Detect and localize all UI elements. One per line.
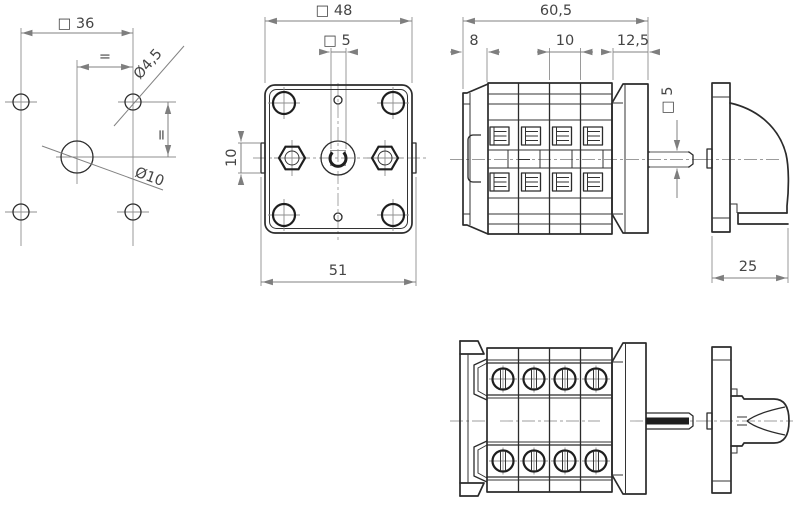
rear-flange-bottom: [460, 341, 487, 496]
rear-flange-side: [463, 84, 488, 234]
switch-body-front: [265, 85, 412, 233]
dim-label-25: 25: [738, 259, 758, 275]
handle-side-view: [700, 83, 788, 283]
hex-nut-right: [367, 140, 403, 176]
dim-label-square36: □ 36: [57, 16, 95, 32]
handle-plate-bottom: [712, 347, 731, 493]
dim-label-dia-4-5: Ø4,5: [130, 46, 166, 83]
bottom-handle-view: [698, 347, 793, 493]
dim-label-equal-top: =: [98, 49, 112, 65]
dim-label-10-tab: 10: [224, 148, 240, 167]
dim-label-shaft-square5: □ 5: [660, 86, 676, 114]
switch-body-side: [488, 83, 612, 234]
terminals-side: [490, 127, 603, 191]
dim-label-10-section: 10: [555, 33, 575, 49]
bottom-switch-view: [450, 341, 708, 496]
corner-screws: [268, 87, 409, 231]
dim-label-equal-right: =: [154, 128, 170, 141]
hex-nut-left: [274, 140, 310, 176]
front-plate-side: [612, 84, 648, 233]
dim-label-51: 51: [328, 263, 348, 279]
shaft-bottom: [646, 413, 693, 429]
handle-plate-side: [712, 83, 730, 232]
front-view: [224, 3, 428, 286]
dim-label-12-5: 12,5: [616, 33, 650, 49]
dim-label-square48: □ 48: [315, 3, 353, 19]
handle-knob-side: [730, 103, 788, 224]
drilling-plan-view: [5, 16, 184, 246]
side-view: [450, 3, 702, 234]
dim-label-8: 8: [469, 33, 479, 49]
dim-label-60-5: 60,5: [539, 3, 573, 19]
front-plate-bottom: [612, 343, 646, 494]
dim-label-dia-10: Ø10: [132, 164, 167, 190]
dim-label-square5: □ 5: [323, 33, 351, 49]
